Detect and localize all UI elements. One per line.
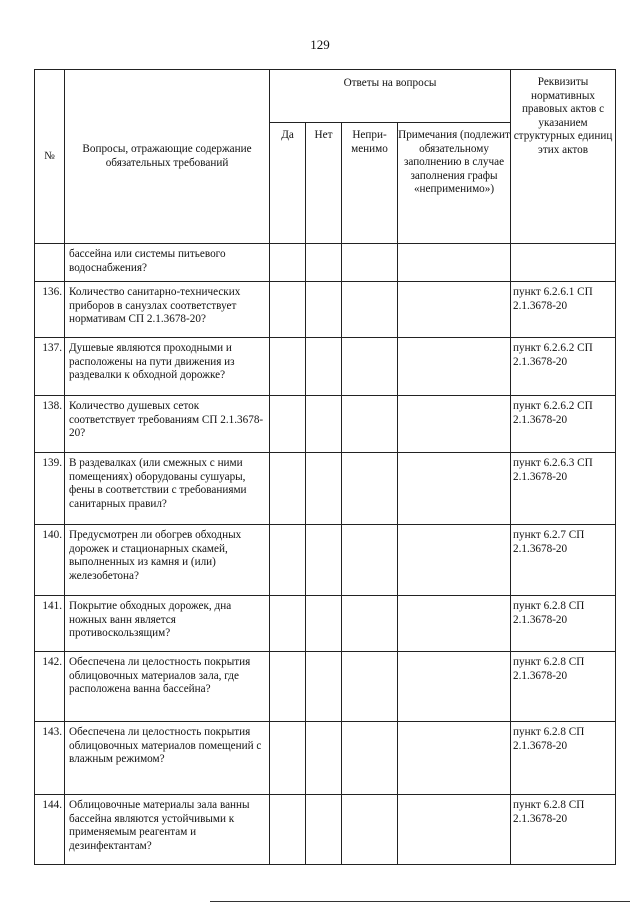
answer-na-cell[interactable] xyxy=(342,244,398,282)
header-not-applicable xyxy=(342,123,398,244)
notes-cell[interactable] xyxy=(398,453,511,525)
row-question: Обеспечена ли целостность покрытия облицовочных материалов зала, где расположена ванна бассейна? xyxy=(65,652,270,722)
row-requisites: пункт 6.2.8 СП 2.1.3678-20 xyxy=(511,795,616,865)
answer-na-cell[interactable] xyxy=(342,652,398,722)
notes-cell[interactable] xyxy=(398,282,511,338)
table-row xyxy=(35,453,616,525)
answer-yes-cell[interactable] xyxy=(270,282,306,338)
header-number: № xyxy=(35,70,65,244)
table-row xyxy=(35,722,616,795)
row-number: 139. xyxy=(35,453,65,525)
row-question: Обеспечена ли целостность покрытия облицовочных материалов помещений с влажным режимом? xyxy=(65,722,270,795)
table-row xyxy=(35,525,616,596)
notes-cell[interactable] xyxy=(398,244,511,282)
row-number: 137. xyxy=(35,338,65,396)
row-requisites: пункт 6.2.6.2 СП 2.1.3678-20 xyxy=(511,396,616,453)
page-number: 129 xyxy=(310,37,330,52)
notes-cell[interactable] xyxy=(398,525,511,596)
header-na-part2: менимо xyxy=(351,142,388,155)
answer-no-cell[interactable] xyxy=(306,596,342,652)
answer-yes-cell[interactable] xyxy=(270,652,306,722)
table-row xyxy=(35,282,616,338)
row-number xyxy=(35,244,65,282)
row-question: Количество душевых сеток соответствует требованиям СП 2.1.3678-20? xyxy=(65,396,270,453)
row-requisites: пункт 6.2.8 СП 2.1.3678-20 xyxy=(511,652,616,722)
row-requisites: пункт 6.2.8 СП 2.1.3678-20 xyxy=(511,596,616,652)
answer-na-cell[interactable] xyxy=(342,396,398,453)
answer-na-cell[interactable] xyxy=(342,596,398,652)
header-na-part1: Непри- xyxy=(352,129,387,141)
answer-na-cell[interactable] xyxy=(342,795,398,865)
row-number: 144. xyxy=(35,795,65,865)
header-requisites: Реквизиты нормативных правовых актов с указанием структурных единиц этих актов xyxy=(511,70,616,244)
answer-yes-cell[interactable] xyxy=(270,795,306,865)
row-number: 140. xyxy=(35,525,65,596)
table-row xyxy=(35,652,616,722)
notes-cell[interactable] xyxy=(398,596,511,652)
header-no: Нет xyxy=(306,123,342,244)
notes-cell[interactable] xyxy=(398,795,511,865)
answer-na-cell[interactable] xyxy=(342,338,398,396)
answer-no-cell[interactable] xyxy=(306,453,342,525)
checklist-table xyxy=(34,69,616,865)
answer-yes-cell[interactable] xyxy=(270,722,306,795)
answer-no-cell[interactable] xyxy=(306,722,342,795)
row-question: В раздевалках (или смежных с ними помещениях) оборудованы сушуары, фены в соответствии с требованиями санитарных правил? xyxy=(65,453,270,525)
row-number: 138. xyxy=(35,396,65,453)
row-question: Облицовочные материалы зала ванны бассейна являются устойчивыми к применяемым реагентам и дезинфектантам? xyxy=(65,795,270,865)
header-question: Вопросы, отражающие содержание обязательных требований xyxy=(65,70,270,244)
notes-cell[interactable] xyxy=(398,338,511,396)
answer-na-cell[interactable] xyxy=(342,453,398,525)
answer-yes-cell[interactable] xyxy=(270,453,306,525)
row-requisites: пункт 6.2.6.2 СП 2.1.3678-20 xyxy=(511,338,616,396)
row-question: Предусмотрен ли обогрев обходных дорожек и стационарных скамей, выполненных из камня и (или) железобетона? xyxy=(65,525,270,596)
header-notes: Примечания (подлежит обязательному заполнению в случае заполнения графы «неприменимо») xyxy=(398,123,511,244)
table-row xyxy=(35,795,616,865)
row-question: Душевые являются проходными и расположены на пути движения из раздевалки к обходной дорожке? xyxy=(65,338,270,396)
row-requisites: пункт 6.2.7 СП 2.1.3678-20 xyxy=(511,525,616,596)
row-requisites: пункт 6.2.6.1 СП 2.1.3678-20 xyxy=(511,282,616,338)
answer-na-cell[interactable] xyxy=(342,525,398,596)
page-bottom-line xyxy=(210,901,630,902)
row-number: 136. xyxy=(35,282,65,338)
answer-no-cell[interactable] xyxy=(306,525,342,596)
row-question: Количество санитарно-технических приборов в санузлах соответствует нормативам СП 2.1.3678-20? xyxy=(65,282,270,338)
answer-na-cell[interactable] xyxy=(342,282,398,338)
header-answers: Ответы на вопросы xyxy=(270,70,511,123)
table-row xyxy=(35,338,616,396)
notes-cell[interactable] xyxy=(398,396,511,453)
notes-cell[interactable] xyxy=(398,652,511,722)
row-number: 141. xyxy=(35,596,65,652)
answer-no-cell[interactable] xyxy=(306,396,342,453)
row-number: 142. xyxy=(35,652,65,722)
row-requisites xyxy=(511,244,616,282)
row-question: Покрытие обходных дорожек, дна ножных ванн является противоскользящим? xyxy=(65,596,270,652)
answer-na-cell[interactable] xyxy=(342,722,398,795)
notes-cell[interactable] xyxy=(398,722,511,795)
row-number: 143. xyxy=(35,722,65,795)
answer-no-cell[interactable] xyxy=(306,338,342,396)
answer-no-cell[interactable] xyxy=(306,282,342,338)
answer-yes-cell[interactable] xyxy=(270,525,306,596)
answer-yes-cell[interactable] xyxy=(270,596,306,652)
table-row xyxy=(35,244,616,282)
row-question: бассейна или системы питьевого водоснабжения? xyxy=(65,244,270,282)
row-requisites: пункт 6.2.6.3 СП 2.1.3678-20 xyxy=(511,453,616,525)
answer-no-cell[interactable] xyxy=(306,244,342,282)
table-row xyxy=(35,596,616,652)
answer-yes-cell[interactable] xyxy=(270,244,306,282)
header-yes: Да xyxy=(270,123,306,244)
answer-no-cell[interactable] xyxy=(306,652,342,722)
row-requisites: пункт 6.2.8 СП 2.1.3678-20 xyxy=(511,722,616,795)
answer-yes-cell[interactable] xyxy=(270,396,306,453)
table-row xyxy=(35,396,616,453)
answer-no-cell[interactable] xyxy=(306,795,342,865)
answer-yes-cell[interactable] xyxy=(270,338,306,396)
